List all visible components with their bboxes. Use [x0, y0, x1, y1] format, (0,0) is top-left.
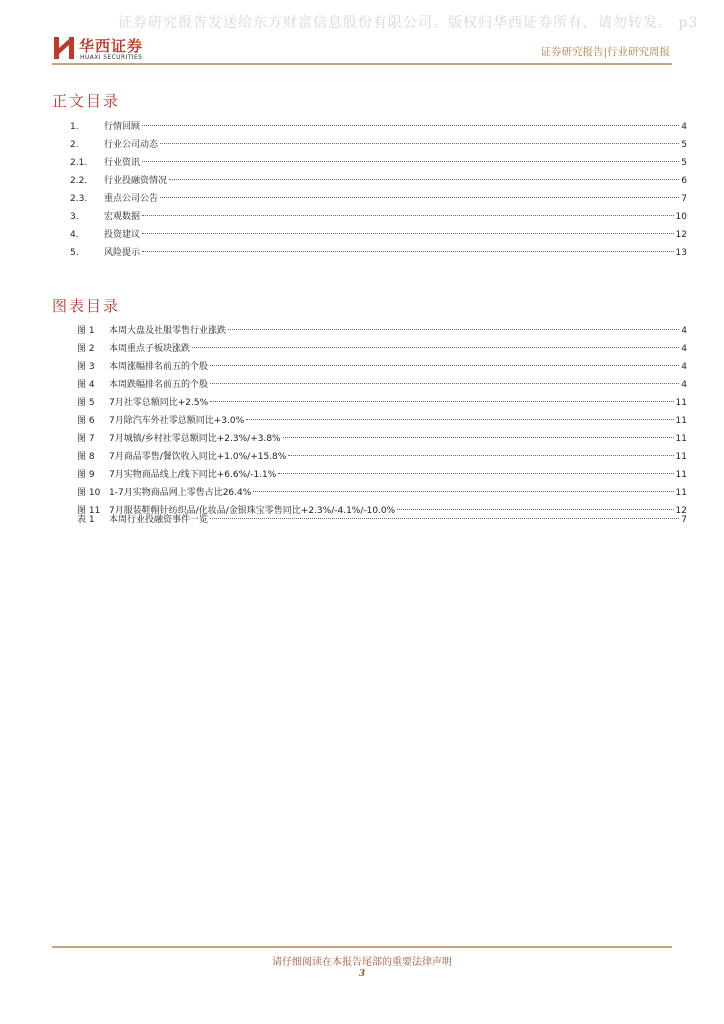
toc-entry-number: 2.3. [70, 194, 88, 204]
figure-entry-page: 11 [675, 452, 687, 462]
toc-entry[interactable] [70, 208, 687, 226]
toc-entry-page: 5 [681, 140, 687, 150]
figure-entry-title: 7月服装鞋帽针纺织品/化妆品/金银珠宝零售同比+2.3%/-4.1%/-10.0% [109, 506, 396, 516]
figure-entry-number: 图 7 [77, 434, 95, 444]
figure-entry-number: 图 8 [77, 452, 95, 462]
dot-leader [210, 383, 679, 384]
figure-entry[interactable] [77, 376, 687, 394]
toc-entry[interactable] [70, 172, 687, 190]
toc-entry-title: 重点公司公告 [104, 194, 159, 204]
figure-entry-title: 7月实物商品线上/线下同比+6.6%/-1.1% [109, 470, 277, 480]
dot-leader [142, 161, 679, 162]
figure-entry[interactable] [77, 448, 687, 466]
table-entry-page: 7 [681, 515, 687, 525]
toc-list [70, 118, 687, 262]
figure-entry[interactable] [77, 394, 687, 412]
figure-entry-page: 4 [681, 344, 687, 354]
figure-entry-number: 图 1 [77, 326, 95, 336]
toc-entry-number: 1. [70, 122, 79, 132]
table-list [77, 511, 687, 529]
figure-entry-number: 图 11 [77, 506, 101, 516]
figure-entry[interactable] [77, 412, 687, 430]
toc-entry[interactable] [70, 244, 687, 262]
dot-leader [278, 473, 673, 474]
toc-entry[interactable] [70, 190, 687, 208]
figure-entry-number: 图 3 [77, 362, 95, 372]
dot-leader [160, 143, 679, 144]
report-type: 证券研究报告|行业研究周报 [540, 46, 670, 58]
figure-entry-title: 7月商品零售/餐饮收入同比+1.0%/+15.8% [109, 452, 287, 462]
dot-leader [210, 518, 679, 519]
figure-entry-number: 图 4 [77, 380, 95, 390]
toc-entry[interactable] [70, 154, 687, 172]
toc-entry-title: 行业投融资情况 [104, 176, 168, 186]
toc-entry-page: 7 [681, 194, 687, 204]
dot-leader [210, 365, 679, 366]
figure-entry-page: 11 [675, 488, 687, 498]
figure-entry-page: 11 [675, 416, 687, 426]
toc-entry-page: 4 [681, 122, 687, 132]
figure-entry-page: 4 [681, 362, 687, 372]
figure-entry-number: 图 6 [77, 416, 95, 426]
dot-leader [142, 251, 674, 252]
table-entry[interactable] [77, 511, 687, 529]
dot-leader [228, 329, 679, 330]
toc-entry-number: 4. [70, 230, 79, 240]
figure-entry-page: 4 [681, 326, 687, 336]
table-entry-number: 表 1 [77, 515, 95, 525]
toc-entry-number: 2.1. [70, 158, 88, 168]
figure-index-title: 图表目录 [52, 297, 121, 315]
figure-entry-number: 图 10 [77, 488, 101, 498]
toc-entry-title: 行业资讯 [104, 158, 141, 168]
toc-entry-page: 12 [675, 230, 687, 240]
figure-entry-page: 11 [675, 470, 687, 480]
figure-entry-number: 图 9 [77, 470, 95, 480]
dot-leader [169, 179, 679, 180]
toc-entry-title: 行业公司动态 [104, 140, 159, 150]
toc-entry[interactable] [70, 226, 687, 244]
toc-entry-page: 10 [675, 212, 687, 222]
dot-leader [160, 197, 679, 198]
toc-entry-number: 2.2. [70, 176, 88, 186]
dot-leader [142, 233, 674, 234]
toc-entry-title: 宏观数据 [104, 212, 141, 222]
toc-title: 正文目录 [52, 92, 121, 110]
figure-list [77, 322, 687, 520]
logo-name-en: HUAXI SECURITIES [80, 54, 143, 61]
toc-entry[interactable] [70, 136, 687, 154]
company-logo [52, 35, 162, 63]
footer-divider [52, 946, 672, 948]
dot-leader [192, 347, 679, 348]
figure-entry-title: 1-7月实物商品网上零售占比26.4% [109, 488, 252, 498]
figure-entry[interactable] [77, 484, 687, 502]
watermark: 证券研究报告发送给东方财富信息股份有限公司。版权归华西证券所有，请勿转发。 p3 [118, 15, 699, 31]
toc-entry[interactable] [70, 118, 687, 136]
dot-leader [142, 125, 679, 126]
figure-entry-title: 7月社零总额同比+2.5% [109, 398, 209, 408]
figure-entry-number: 图 5 [77, 398, 95, 408]
toc-entry-page: 5 [681, 158, 687, 168]
toc-entry-title: 行情回顾 [104, 122, 141, 132]
figure-entry[interactable] [77, 358, 687, 376]
dot-leader [253, 491, 673, 492]
figure-entry-number: 图 2 [77, 344, 95, 354]
figure-entry-title: 本周涨幅排名前五的个股 [109, 362, 209, 372]
figure-entry-page: 12 [675, 506, 687, 516]
table-entry-title: 本周行业投融资事件一览 [109, 515, 209, 525]
figure-entry[interactable] [77, 430, 687, 448]
toc-entry-number: 2. [70, 140, 79, 150]
figure-entry-page: 11 [675, 398, 687, 408]
toc-entry-page: 13 [675, 248, 687, 258]
toc-entry-title: 投资建议 [104, 230, 141, 240]
toc-entry-page: 6 [681, 176, 687, 186]
dot-leader [142, 215, 674, 216]
header-divider [52, 63, 672, 65]
dot-leader [288, 455, 673, 456]
logo-name-cn: 华西证券 [79, 37, 144, 55]
toc-entry-number: 3. [70, 212, 79, 222]
figure-entry[interactable] [77, 322, 687, 340]
figure-entry-title: 7月除汽车外社零总额同比+3.0% [109, 416, 245, 426]
figure-entry-title: 本周跌幅排名前五的个股 [109, 380, 209, 390]
figure-entry[interactable] [77, 340, 687, 358]
dot-leader [246, 419, 673, 420]
figure-entry-page: 4 [681, 380, 687, 390]
dot-leader [210, 401, 673, 402]
toc-entry-number: 5. [70, 248, 79, 258]
figure-entry-title: 本周大盘及社服零售行业涨跌 [109, 326, 227, 336]
figure-entry-page: 11 [675, 434, 687, 444]
toc-entry-title: 风险提示 [104, 248, 141, 258]
figure-entry-title: 7月城镇/乡村社零总额同比+2.3%/+3.8% [109, 434, 281, 444]
huaxi-logo-icon [52, 35, 76, 61]
figure-entry-title: 本周重点子板块涨跌 [109, 344, 191, 354]
dot-leader [397, 509, 673, 510]
footer-disclaimer: 请仔细阅读在本报告尾部的重要法律声明 [272, 957, 452, 968]
dot-leader [283, 437, 674, 438]
figure-entry[interactable] [77, 466, 687, 484]
page-number: 3 [358, 969, 366, 979]
